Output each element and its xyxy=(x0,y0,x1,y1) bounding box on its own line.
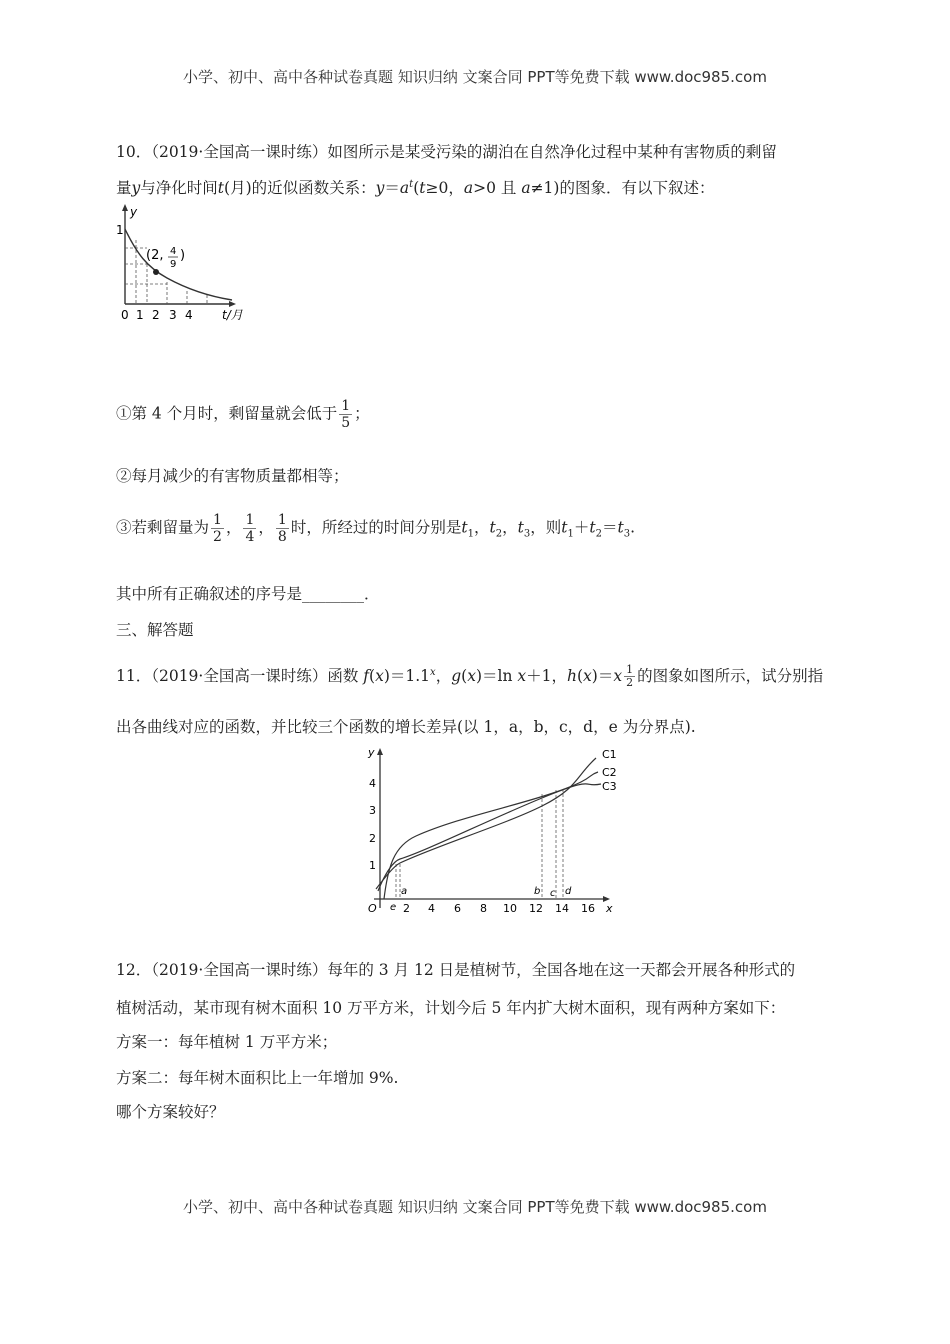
x-tick-0: 0 xyxy=(121,308,129,322)
y-arrow xyxy=(122,204,128,211)
q12-question: 哪个方案较好？ xyxy=(116,1103,225,1121)
curve-label-c1: C1 xyxy=(602,748,617,761)
y-tick-2: 2 xyxy=(369,832,376,845)
section-title: 三、解答题 xyxy=(116,621,194,639)
curve-c3 xyxy=(378,784,601,891)
q11-function-graph xyxy=(366,746,626,916)
point-label-den: 9 xyxy=(170,259,177,270)
curve-label-c3: C3 xyxy=(602,780,617,793)
x-tick-12: 12 xyxy=(529,902,543,915)
x-tick-16: 16 xyxy=(581,902,595,915)
x-tick-4: 4 xyxy=(428,902,435,915)
q12-line2: 植树活动，某市现有树木面积 10 万平方米，计划今后 5 年内扩大树木面积，现有两种方案如下： xyxy=(116,999,786,1017)
curve-label-c2: C2 xyxy=(602,766,617,779)
q11-line2: 出各曲线对应的函数，并比较三个函数的增长差异(以 1，a，b，c，d，e 为分界点). xyxy=(116,718,696,736)
chart-y-label: y xyxy=(368,746,375,759)
q10-statement-2: ②每月减少的有害物质量都相等； xyxy=(116,467,349,485)
q12-plan-2: 方案二：每年树木面积比上一年增加 9%. xyxy=(116,1069,399,1087)
chart-x-label: x xyxy=(606,902,613,915)
q11-line1: 11．（2019·全国高一课时练）函数 $f(x)=1.1^x$，g(x)＝ln x＋1，h(x)＝x $\frac{1}{2}$ 的图象如图所示，试分别指 xyxy=(116,663,824,689)
q10-line1: 10．（2019·全国高一课时练）如图所示是某受污染的湖泊在自然净化过程中某种有害物质的剩留 xyxy=(116,143,777,161)
point-b: b xyxy=(534,886,541,897)
point-c: c xyxy=(550,888,556,899)
point-a: a xyxy=(401,886,408,897)
point-label-num: 4 xyxy=(170,246,177,257)
q12-line1: 12．（2019·全国高一课时练）每年的 3 月 12 日是植树节，全国各地在这一天都会开展各种形式的 xyxy=(116,961,796,979)
q10-decay-graph xyxy=(112,204,252,324)
chart-origin: O xyxy=(368,902,377,915)
q10-statement-3: ③若剩留量为 $\frac{1}{2}$ ， $\frac{1}{4}$ ， $\frac{1}{8}$ 时，所经过的时间分别是$t_1$，$t_2$，$t_3$，则$t_1+t_2=t_3$. xyxy=(116,512,635,545)
x-tick-10: 10 xyxy=(503,902,517,915)
x-tick-2: 2 xyxy=(403,902,410,915)
marked-point xyxy=(153,269,159,275)
x-tick-4: 4 xyxy=(185,308,193,322)
x-tick-2: 2 xyxy=(152,308,160,322)
y-tick-3: 3 xyxy=(369,804,376,817)
x-tick-3: 3 xyxy=(169,308,177,322)
point-e: e xyxy=(390,902,397,913)
y-tick-4: 4 xyxy=(369,777,376,790)
page-footer: 小学、初中、高中各种试卷真题 知识归纳 文案合同 PPT等免费下载 www.doc985.com xyxy=(183,1198,767,1216)
q10-line2: 量y与净化时间t(月)的近似函数关系：$y=a^t(t\ge 0$，a>0 且 a≠1)的图象．有以下叙述： xyxy=(116,178,715,197)
page-header: 小学、初中、高中各种试卷真题 知识归纳 文案合同 PPT等免费下载 www.doc985.com xyxy=(183,68,767,86)
x-arrow xyxy=(229,301,236,307)
x-tick-1: 1 xyxy=(136,308,144,322)
decay-curve xyxy=(125,229,232,300)
point-d: d xyxy=(565,886,572,897)
y-tick-1: 1 xyxy=(116,223,124,237)
q10-answer-blank: 其中所有正确叙述的序号是________． xyxy=(116,585,380,603)
y-label: y xyxy=(130,205,138,219)
q12-plan-1: 方案一：每年植树 1 万平方米； xyxy=(116,1033,338,1051)
point-label-open: (2, xyxy=(146,248,164,263)
x-tick-14: 14 xyxy=(555,902,569,915)
x-label: t/月 xyxy=(222,308,243,322)
point-label-close: ) xyxy=(180,248,186,263)
q10-statement-1: ①第 4 个月时，剩留量就会低于 $\frac{1}{5}$ ； xyxy=(116,398,370,431)
x-tick-8: 8 xyxy=(480,902,487,915)
y-tick-1: 1 xyxy=(369,859,376,872)
x-tick-6: 6 xyxy=(454,902,461,915)
